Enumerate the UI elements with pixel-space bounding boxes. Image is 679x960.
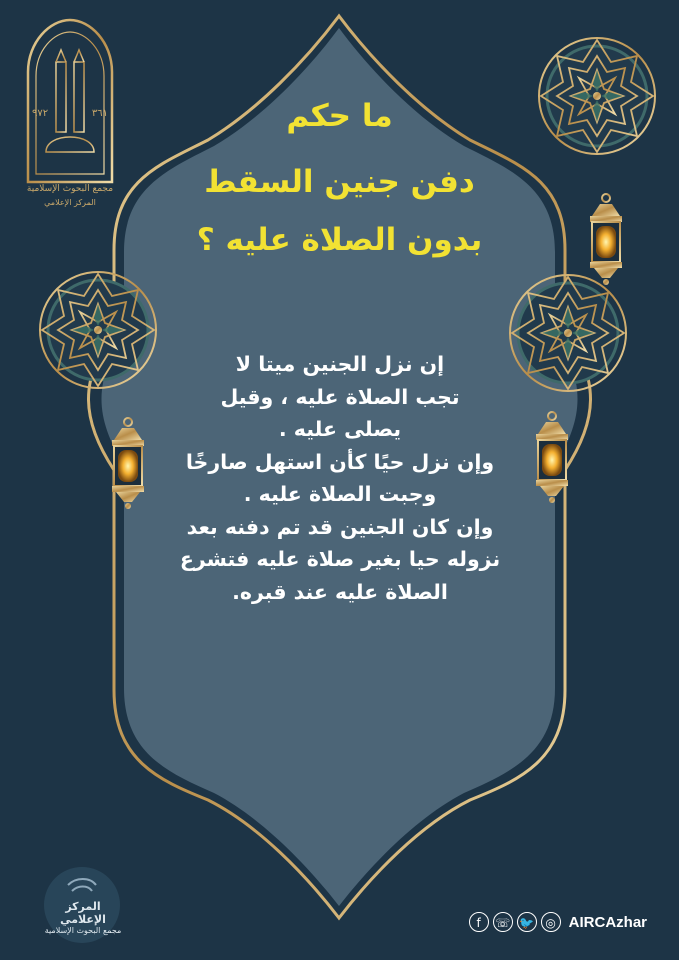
body-line: وإن نزل حيًا كأن استهل صارخًا — [185, 449, 495, 474]
body-text — [150, 348, 530, 608]
bottom-logo-line-2: مجمع البحوث الإسلامية — [44, 926, 122, 935]
top-logo-caption: المركز الإعلامي — [44, 198, 96, 207]
top-logo-arc-text: مجمع البحوث الإسلامية — [26, 184, 114, 194]
bottom-logo-line-1: المركز الإعلامي — [60, 900, 106, 926]
title-line-2: دفن جنين السقط — [204, 164, 475, 200]
body-line: وجبت الصلاة عليه . — [243, 482, 437, 506]
body-line: وإن كان الجنين قد تم دفنه بعد — [186, 514, 494, 539]
top-logo-year-right: ٣٦١ — [91, 108, 108, 119]
body-line: يصلى عليه . — [278, 417, 402, 441]
facebook-icon[interactable]: f — [469, 912, 489, 932]
body-line: إن نزل الجنين ميتا لا — [235, 352, 445, 376]
top-logo-year-left: ٩٧٢ — [32, 108, 49, 119]
social-handle[interactable]: AIRCAzhar — [568, 913, 647, 931]
body-line: نزوله حيا بغير صلاة عليه فتشرع — [179, 547, 501, 571]
title-line-1: ما حكم — [286, 98, 393, 134]
title-line-3: بدون الصلاة عليه ؟ — [196, 222, 483, 258]
twitter-icon[interactable]: 🐦 — [517, 912, 537, 932]
whatsapp-icon[interactable]: ☏ — [493, 912, 513, 932]
bottom-logo-text — [44, 900, 122, 935]
body-line: الصلاة عليه عند قبره. — [232, 579, 448, 604]
social-footer — [469, 912, 647, 932]
instagram-icon[interactable]: ◎ — [541, 912, 561, 932]
body-line: تجب الصلاة عليه ، وقيل — [220, 384, 460, 409]
